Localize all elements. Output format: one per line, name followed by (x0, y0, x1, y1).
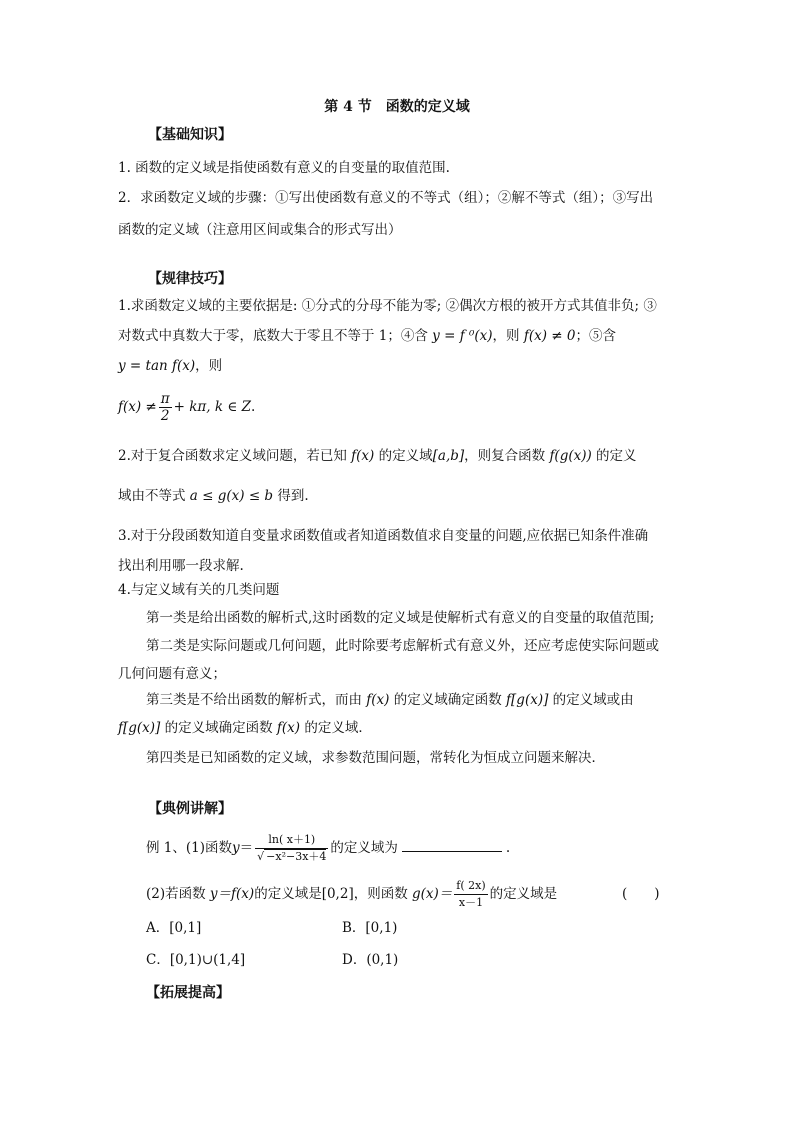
formula-fx: f(x) (351, 448, 375, 464)
rule-4-3b-text: 的定义域确定函数 (160, 720, 277, 736)
question-2-text: 的定义域是 (489, 886, 558, 902)
formula-kpi: + kπ, k ∈ Z (173, 399, 251, 415)
rule-1b (118, 326, 616, 346)
option-c[interactable]: C．[0,1)∪(1,4] (146, 952, 246, 968)
question-2-text: 的定义域是[0,2]，则函数 (254, 886, 412, 902)
section-heading-examples: 【典例讲解】 (148, 801, 232, 817)
basic-paragraph-1: 1. 函数的定义域是指使函数有意义的自变量的取值范围. (118, 160, 450, 176)
rule-4: 4.与定义域有关的几类问题 (118, 582, 280, 598)
rule-1a: 1.求函数定义域的主要依据是: ①分式的分母不能为零; ②偶次方根的被开方式其值非负; ③ (118, 298, 657, 314)
option-a[interactable]: A．[0,1] (146, 920, 202, 936)
rule-4-type-4: 第四类是已知函数的定义域，求参数范围问题，常转化为恒成立问题来解决． (146, 750, 605, 766)
rule-2a-text: 2.对于复合函数求定义域问题，若已知 (118, 448, 352, 464)
formula-fx: f(x) (276, 720, 301, 736)
rule-4-3b-text: 的定义域． (300, 720, 372, 736)
fraction-numerator: ln( x＋1) (255, 832, 328, 849)
rule-2b (118, 486, 309, 506)
rule-2a-text: ，则复合函数 (464, 448, 550, 464)
rule-2a-text: 的定义域 (374, 448, 433, 464)
answer-parentheses[interactable]: ( ) (622, 886, 660, 902)
rule-4-type-2a: 第二类是实际问题或几何问题，此时除要考虑解析式有意义外，还应考虑使实际问题或 (146, 638, 659, 654)
formula-interval-ab: [a,b] (432, 448, 465, 464)
example-1-question-1 (146, 830, 510, 866)
formula-fgx: f(g(x)) (549, 448, 592, 464)
rule-2a-text: 的定义 (591, 448, 637, 464)
rule-4-3a-text: 第三类是不给出函数的解析式，而由 (146, 692, 367, 708)
formula-y-fx: y＝f(x) (209, 886, 255, 902)
formula-a-le-gx-le-b: a ≤ g(x) ≤ b (189, 488, 274, 504)
formula-f-gx: f[g(x)] (118, 720, 161, 736)
formula-gx: g(x)＝ (412, 886, 453, 902)
option-b[interactable]: B．[0,1) (342, 920, 398, 936)
rule-4-type-3a (146, 690, 634, 710)
rule-4-type-1: 第一类是给出函数的解析式,这时函数的定义域是使解析式有意义的自变量的取值范围; (146, 610, 655, 626)
rule-4-3a-text: 的定义域或由 (548, 692, 634, 708)
example-1-label: 例 1、(1)函数 (146, 840, 233, 856)
fraction-numerator: f( 2x) (454, 878, 487, 895)
rule-3b: 找出利用哪一段求解. (118, 558, 244, 574)
formula-fx-neq: f(x) ≠ (118, 399, 157, 415)
fraction-denominator: x－1 (458, 896, 484, 909)
formula-fx: f(x) (366, 692, 390, 708)
fraction-denominator: 2 (160, 408, 170, 424)
equals-sign: ＝ (239, 840, 254, 856)
rule-1c (118, 356, 222, 376)
rule-1b-text: ；⑤含 (575, 328, 616, 344)
rule-4-3a-text: 的定义域确定函数 (389, 692, 507, 708)
question-2-text: (2)若函数 (146, 886, 210, 902)
basic-paragraph-2b: 函数的定义域（注意用区间或集合的形式写出） (118, 222, 402, 238)
section-heading-basic: 【基础知识】 (148, 127, 232, 143)
f2x-fraction (454, 878, 487, 911)
answer-blank[interactable] (402, 837, 502, 852)
formula-f0: y = f ⁰(x) (432, 328, 493, 344)
formula-tan: y = tan f(x) (118, 358, 196, 374)
formula-f-gx: f[g(x)] (506, 692, 549, 708)
fraction-numerator: π (160, 391, 170, 407)
section-heading-extend: 【拓展提高】 (146, 985, 230, 1001)
rule-1d (118, 390, 255, 424)
period: . (505, 840, 511, 856)
example-1-text: 的定义域为 (330, 840, 398, 856)
rule-4-type-2b: 几何问题有意义； (118, 666, 226, 682)
page-title: 第 4 节 函数的定义域 (324, 99, 470, 115)
fraction-denominator: √ −x²−3x＋4 (257, 850, 327, 863)
rule-2b-text: 域由不等式 (118, 488, 190, 504)
example-1-question-2 (146, 876, 557, 912)
formula-y: y (232, 840, 240, 856)
basic-paragraph-2a: 2．求函数定义域的步骤：①写出使函数有意义的不等式（组）；②解不等式（组）；③写出 (118, 190, 654, 206)
pi-over-2-fraction (159, 391, 172, 424)
section-heading-rules: 【规律技巧】 (148, 271, 232, 287)
formula-fx-neq-0: f(x) ≠ 0 (523, 328, 576, 344)
rule-1c-text: ，则 (195, 358, 223, 374)
sqrt-radicand: −x²−3x＋4 (266, 850, 327, 863)
rule-2a (118, 446, 637, 466)
rule-1b-text: 对数式中真数大于零，底数大于零且不等于 1；④含 (118, 328, 433, 344)
ln-fraction (255, 832, 328, 865)
period: . (251, 399, 256, 415)
rule-3a: 3.对于分段函数知道自变量求函数值或者知道函数值求自变量的问题,应依据已知条件准确 (118, 528, 649, 544)
option-d[interactable]: D．(0,1) (342, 952, 399, 968)
rule-2b-text: 得到. (273, 488, 309, 504)
rule-1b-text: ，则 (492, 328, 524, 344)
rule-4-type-3b (118, 718, 372, 738)
